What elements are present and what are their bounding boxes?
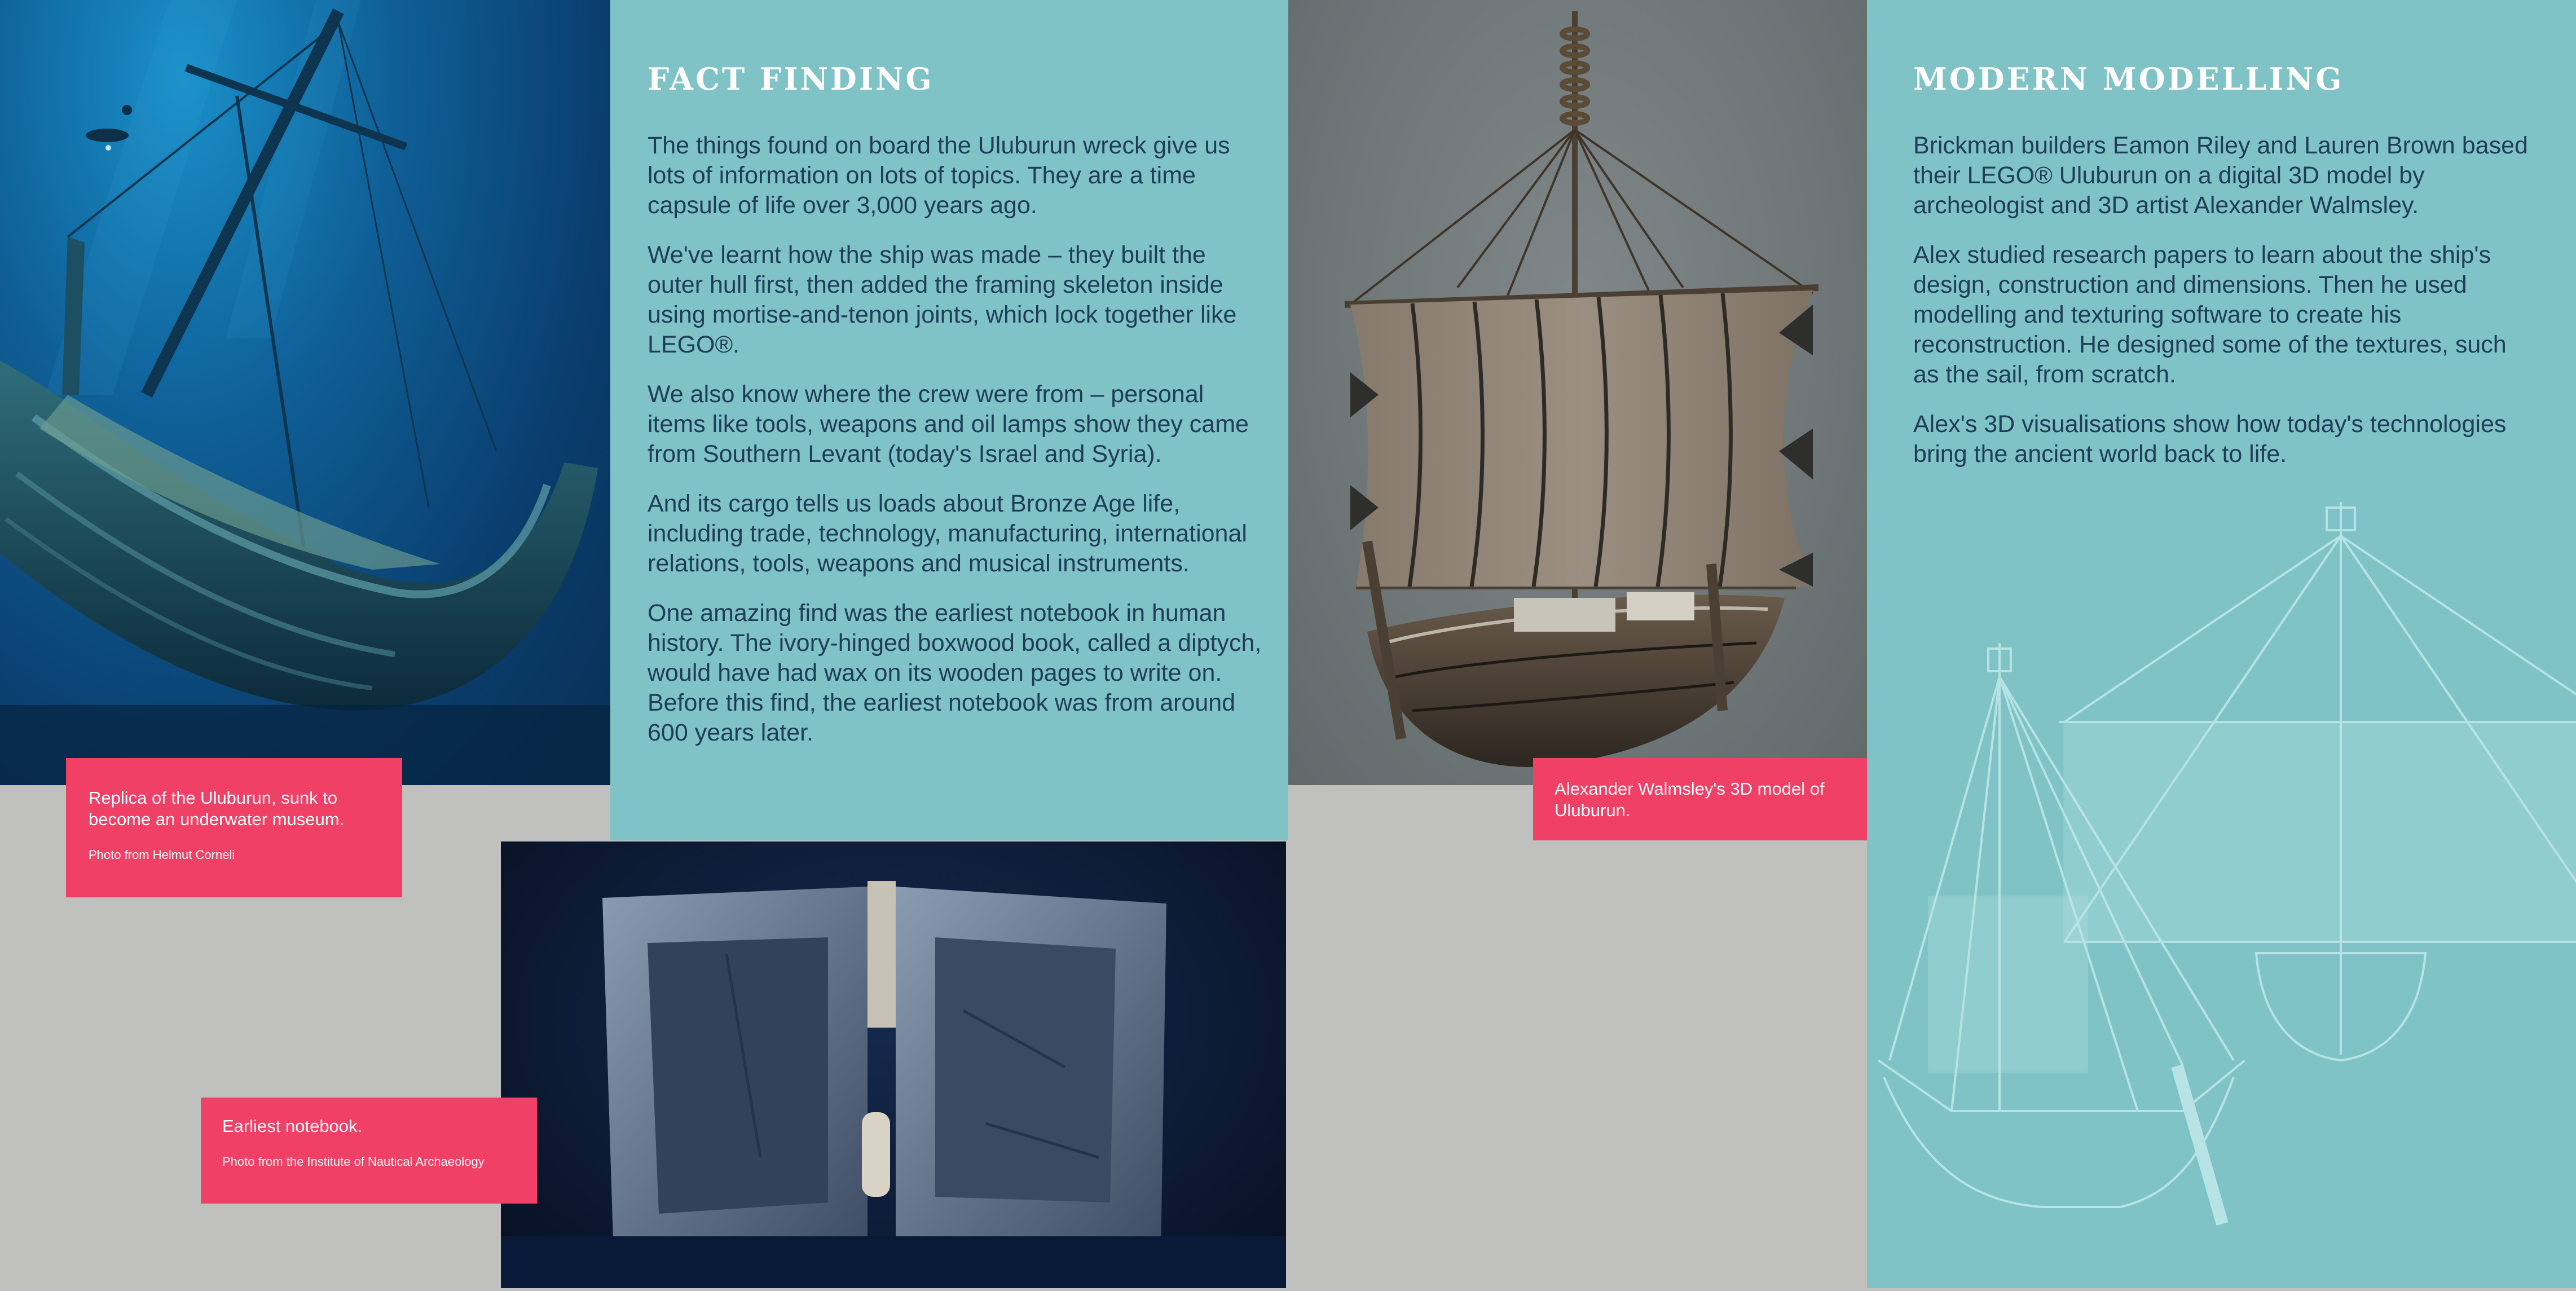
modern-paragraph-1: Brickman builders Eamon Riley and Lauren Brown based their LEGO® Uluburun on a digital 3D model by archeologist and 3D artist Alexander Walmsley. — [1913, 132, 2528, 219]
ship-blueprint-overlay — [1771, 479, 2576, 1288]
wreck-photo-credit: Photo from Helmut Corneli — [89, 848, 235, 862]
modern-paragraph-2: Alex studied research papers to learn about the ship's design, construction and dimensions. Then he used modelling and texturing software to create his reconstruction. He designed some of the textures, such as the sail, from scratch. — [1913, 241, 2507, 388]
fact-paragraph-3: We also know where the crew were from – personal items like tools, weapons and oil lamps show they came from Southern Levant (today's Israel and Syria). — [648, 381, 1249, 468]
3d-model-caption — [1533, 758, 1867, 840]
notebook-caption — [201, 1098, 537, 1204]
blueprint-ship-icon — [1771, 479, 2576, 1288]
fact-paragraph-5: One amazing find was the earliest notebook in human history. The ivory-hinged boxwood book, called a diptych, would have had wax on its wooden pages to write on. Before this find, the earliest notebook was from around 600 years later. — [648, 600, 1262, 746]
modern-paragraph-3: Alex's 3D visualisations show how today's technologies bring the ancient world back to life. — [1913, 411, 2507, 468]
3d-model-caption-title: Alexander Walmsley's 3D model of Uluburun. — [1555, 779, 1825, 820]
fact-paragraph-1: The things found on board the Uluburun wreck give us lots of information on lots of topics. They are a time capsule of life over 3,000 years ago. — [648, 132, 1230, 219]
fact-paragraph-4: And its cargo tells us loads about Bronze Age life, including trade, technology, manufacturing, international relations, tools, weapons and musical instruments. — [648, 490, 1247, 577]
notebook-photo-credit: Photo from the Institute of Nautical Archaeology — [222, 1155, 485, 1169]
notebook-caption-title: Earliest notebook. — [222, 1116, 363, 1136]
wreck-caption — [66, 758, 402, 897]
fact-finding-heading: FACT FINDING — [648, 61, 934, 97]
fact-paragraph-2: We've learnt how the ship was made – they built the outer hull first, then added the framing skeleton inside using mortise-and-tenon joints, which lock together like LEGO®. — [648, 241, 1237, 358]
wreck-caption-title: Replica of the Uluburun, sunk to become an underwater museum. — [89, 788, 345, 829]
underwater-wreck-photo — [0, 0, 610, 785]
modern-modelling-text — [1913, 61, 2534, 489]
wreck-illustration — [0, 0, 610, 785]
notebook-photo — [501, 841, 1286, 1288]
modern-modelling-heading: MODERN MODELLING — [1913, 61, 2344, 97]
fact-finding-text — [648, 61, 1262, 768]
diptych-illustration — [501, 841, 1286, 1288]
